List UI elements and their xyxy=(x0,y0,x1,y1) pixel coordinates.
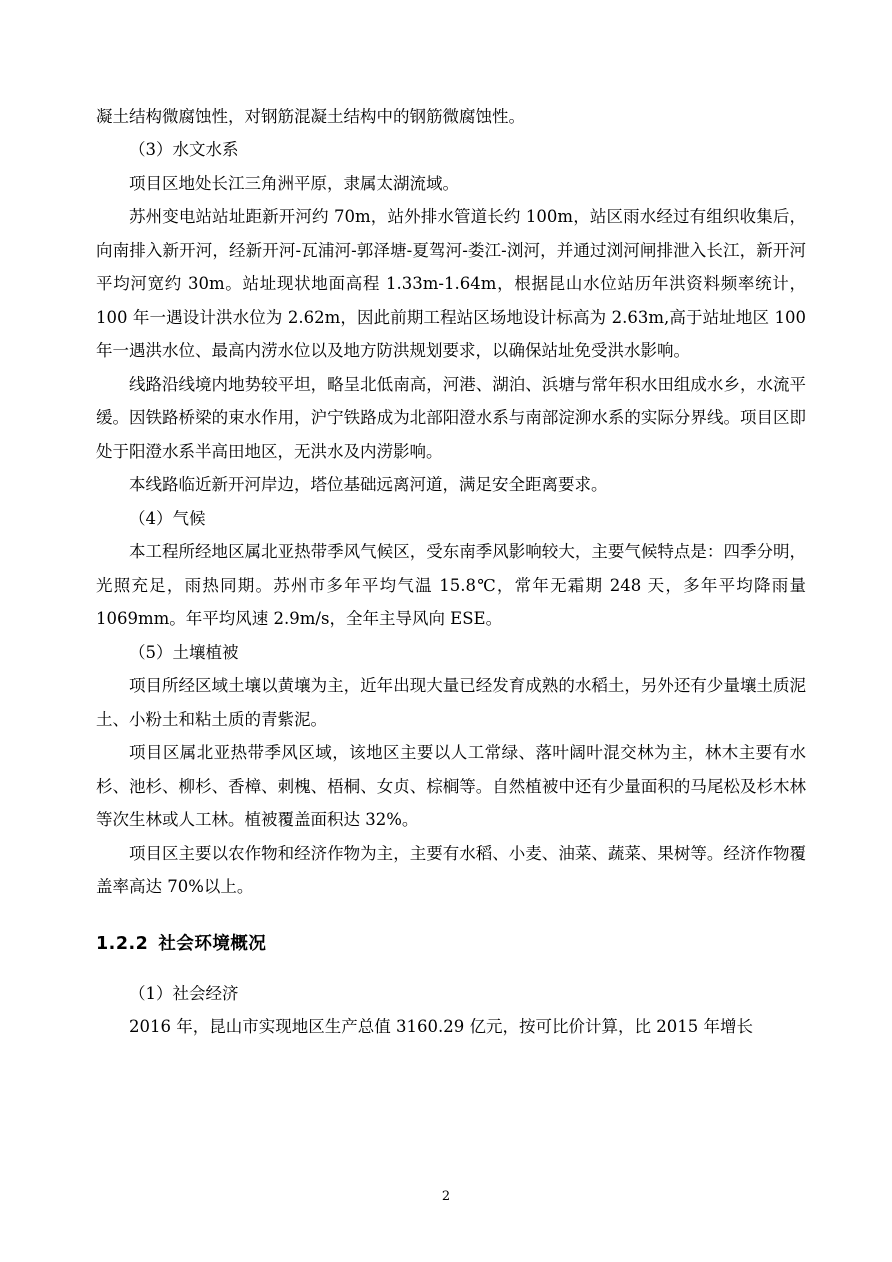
section-heading-title: 社会环境概况 xyxy=(158,933,267,954)
page-number: 2 xyxy=(441,1189,451,1204)
paragraph-gdp: 2016 年，昆山市实现地区生产总值 3160.29 亿元，按可比价计算，比 2015 年增长 xyxy=(129,1017,753,1037)
paragraph-river-distance: 本线路临近新开河岸边，塔位基础远离河道，满足安全距离要求。 xyxy=(129,475,608,495)
section-heading xyxy=(96,930,806,955)
subsection-label-social-economy: （1）社会经济 xyxy=(129,983,239,1003)
paragraph-continuation: 凝土结构微腐蚀性，对钢筋混凝土结构中的钢筋微腐蚀性。 xyxy=(96,107,525,126)
subsection-label-hydrology: （3）水文水系 xyxy=(129,140,239,160)
document-body-after-heading xyxy=(96,977,806,1044)
subsection-label-climate: （4）气候 xyxy=(129,508,206,528)
subsection-label-soil-vegetation: （5）土壤植被 xyxy=(129,642,239,662)
document-body xyxy=(96,100,806,904)
paragraph-climate-detail: 本工程所经地区属北亚热带季风气候区，受东南季风影响较大，主要气候特点是：四季分明，光照充足，雨热同期。苏州市多年平均气温 15.8℃，常年无霜期 248 天，多年平均降雨量 1069mm。年平均风速 2.9m/s，全年主导风向 ESE。 xyxy=(96,542,806,629)
paragraph-location: 项目区地处长江三角洲平原，隶属太湖流域。 xyxy=(129,173,459,193)
section-heading-number: 1.2.2 xyxy=(96,933,149,954)
paragraph-crops: 项目区主要以农作物和经济作物为主，主要有水稻、小麦、油菜、蔬菜、果树等。经济作物覆盖率高达 70%以上。 xyxy=(96,843,806,897)
paragraph-substation-drainage: 苏州变电站站址距新开河约 70m，站外排水管道长约 100m，站区雨水经过有组织收集后，向南排入新开河，经新开河-瓦浦河-郭泽塘-夏驾河-娄江-浏河，并通过浏河闸排泄入长江，新开河平均河宽约 30m。站址现状地面高程 1.33m-1.64m，根据昆山水位站历年洪资料频率统计，100 年一遇设计洪水位为 2.62m，因此前期工程站区场地设计标高为 2.63m,高于站址地区 100 年一遇洪水位、最高内涝水位以及地方防洪规划要求，以确保站址免受洪水影响。 xyxy=(96,207,806,361)
paragraph-terrain: 线路沿线境内地势较平坦，略呈北低南高，河港、湖泊、浜塘与常年积水田组成水乡，水流平缓。因铁路桥梁的束水作用，沪宁铁路成为北部阳澄水系与南部淀泖水系的实际分界线。项目区即处于阳澄水系半高田地区，无洪水及内涝影响。 xyxy=(96,374,806,461)
paragraph-soil: 项目所经区域土壤以黄壤为主，近年出现大量已经发育成熟的水稻土，另外还有少量壤土质泥土、小粉土和粘土质的青紫泥。 xyxy=(96,676,806,729)
paragraph-vegetation: 项目区属北亚热带季风区域，该地区主要以人工常绿、落叶阔叶混交林为主，林木主要有水杉、池杉、柳杉、香樟、刺槐、梧桐、女贞、棕榈等。自然植被中还有少量面积的马尾松及杉木林等次生林或人工林。植被覆盖面积达 32%。 xyxy=(96,743,806,830)
